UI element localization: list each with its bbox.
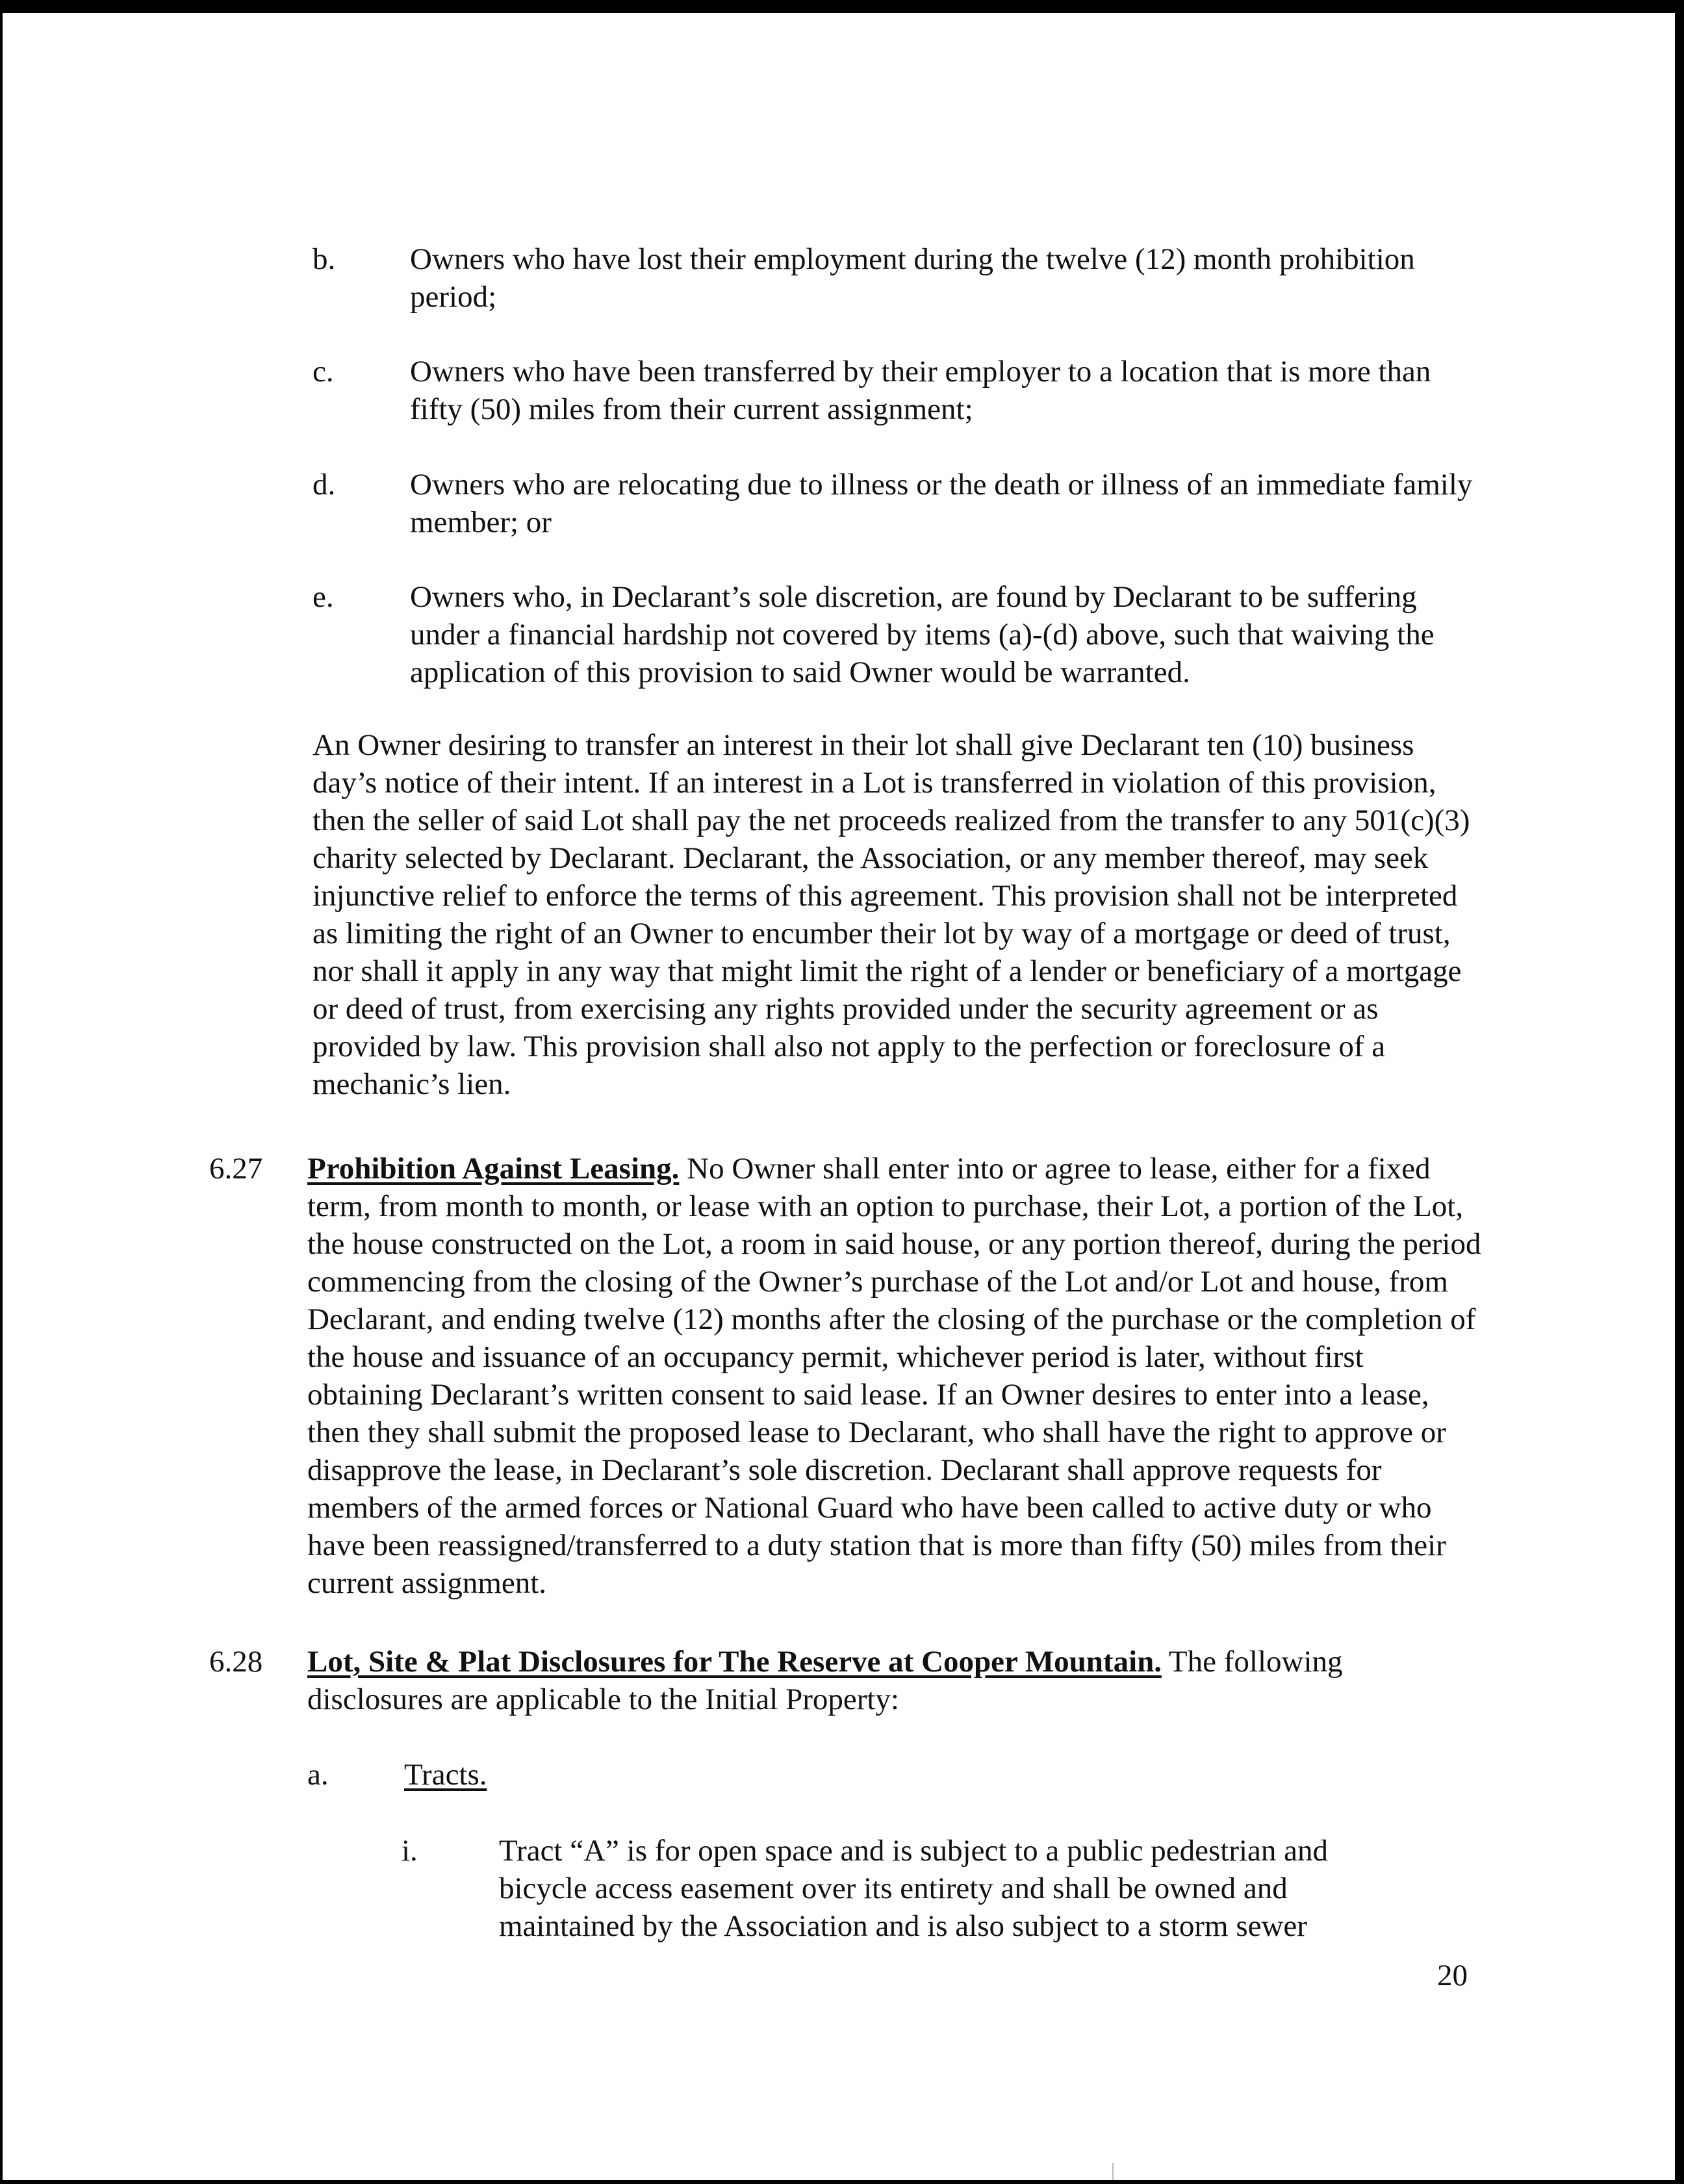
subsection-title-tracts: Tracts.	[404, 1758, 487, 1792]
section-heading-lot-site-plat-disclosures: Lot, Site & Plat Disclosures for The Reserve at Cooper Mountain.	[307, 1645, 1162, 1679]
scan-artifact-mark	[1112, 2163, 1114, 2180]
section-number-6-27: 6.27	[209, 1152, 263, 1186]
subsection-label-i: i.	[402, 1834, 418, 1868]
section-number-6-28: 6.28	[209, 1645, 263, 1679]
list-item-b: Owners who have lost their employment during the twelve (12) month prohibition period;	[410, 242, 1415, 314]
list-label-c: c.	[313, 355, 334, 388]
list-item-d: Owners who are relocating due to illness or the death or illness of an immediate family member; or	[410, 468, 1473, 539]
transfer-notice-paragraph: An Owner desiring to transfer an interest in their lot shall give Declarant ten (10) business day’s notice of their intent. If an interest in a Lot is transferred in violation of this provision, then the seller of said Lot shall pay the net proceeds realized from the transfer to any 501(c)(3) charity selected by Declarant. Declarant, the Association, or any member thereof, may seek injunctive relief to enforce the terms of this agreement. This provision shall not be interpreted as limiting the right of an Owner to encumber their lot by way of a mortgage or deed of trust, nor shall it apply in any way that might limit the right of a lender or beneficiary of a mortgage or deed of trust, from exercising any rights provided under the security agreement or as provided by law. This provision shall also not apply to the perfection or foreclosure of a mechanic’s lien.	[313, 728, 1470, 1101]
section-6-28-paragraph	[307, 1643, 1483, 1718]
list-item-c: Owners who have been transferred by their employer to a location that is more than fifty (50) miles from their current assignment;	[410, 355, 1431, 426]
list-label-b: b.	[313, 242, 336, 276]
tract-a-paragraph: Tract “A” is for open space and is subject to a public pedestrian and bicycle access easement over its entirety and shall be owned and maintained by the Association and is also subject to a storm sewer	[499, 1834, 1329, 1943]
list-label-d: d.	[313, 468, 336, 502]
section-6-28-body: The following disclosures are applicable to the Initial Property:	[307, 1645, 1343, 1716]
section-6-27-body: No Owner shall enter into or agree to lease, either for a fixed term, from month to month, or lease with an option to purchase, their Lot, a portion of the Lot, the house constructed on the Lot, a room in said house, or any portion thereof, during the period commencing from the closing of the Owner’s purchase of the Lot and/or Lot and house, from Declarant, and ending twelve (12) months after the closing of the purchase or the completion of the house and issuance of an occupancy permit, whichever period is later, without first obtaining Declarant’s written consent to said lease. If an Owner desires to enter into a lease, then they shall submit the proposed lease to Declarant, who shall have the right to approve or disapprove the lease, in Declarant’s sole discretion. Declarant shall approve requests for members of the armed forces or National Guard who have been called to active duty or who have been reassigned/transferred to a duty station that is more than fifty (50) miles from their current assignment.	[307, 1152, 1481, 1600]
page-number: 20	[1437, 1959, 1468, 1992]
list-label-e: e.	[313, 580, 334, 614]
subsection-label-a: a.	[307, 1758, 329, 1792]
section-heading-prohibition-against-leasing: Prohibition Against Leasing.	[307, 1152, 680, 1186]
section-6-27-paragraph	[307, 1150, 1483, 1602]
list-item-e: Owners who, in Declarant’s sole discretion, are found by Declarant to be suffering under a financial hardship not covered by items (a)-(d) above, such that waiving the application of this provision to said Owner would be warranted.	[410, 580, 1435, 689]
